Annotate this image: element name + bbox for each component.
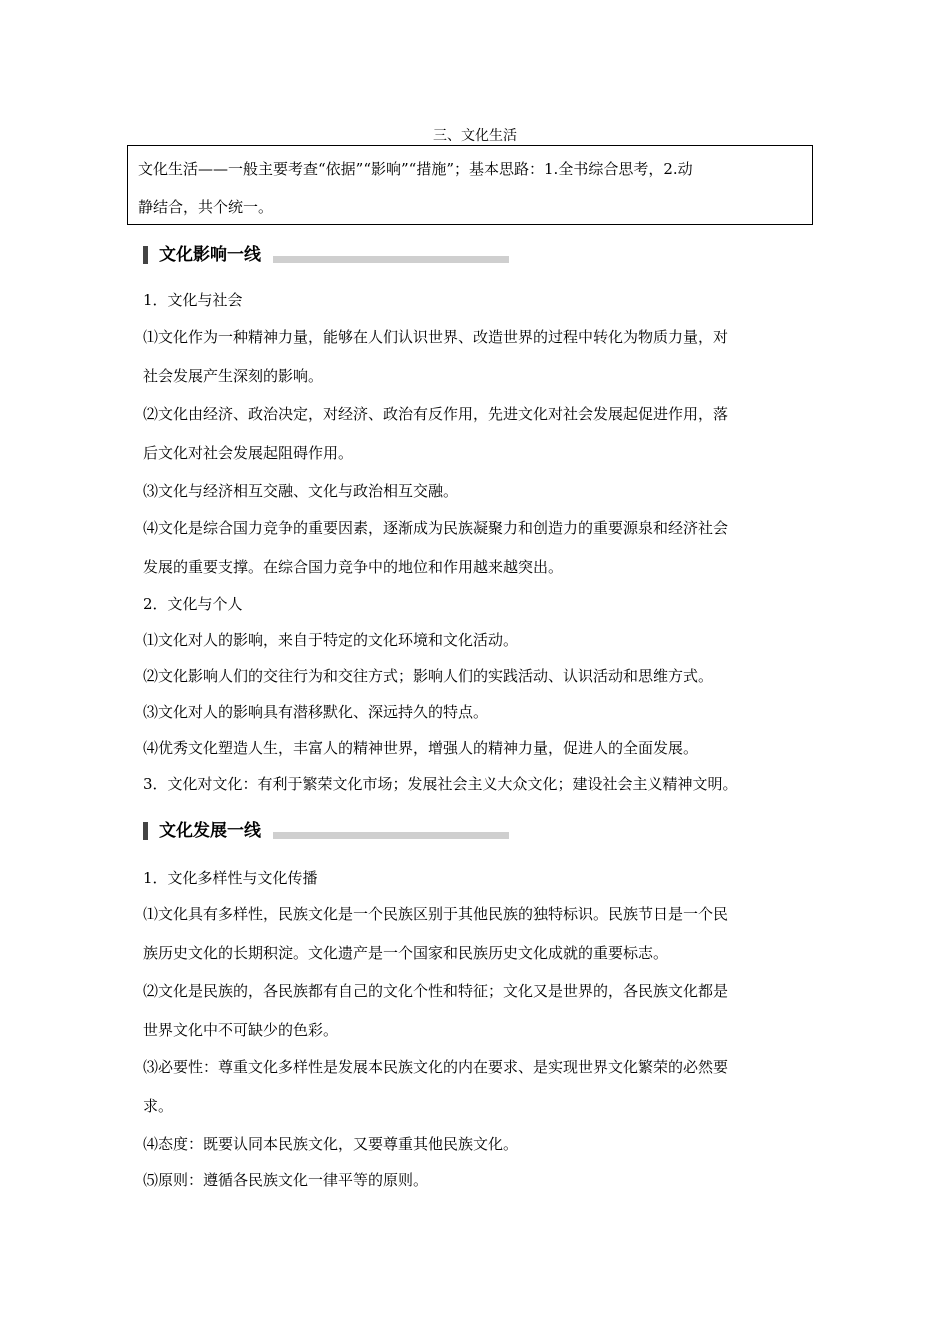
paragraph: ⑷态度：既要认同本民族文化，又要尊重其他民族文化。 [143, 1135, 519, 1153]
paragraph: ⑵文化由经济、政治决定，对经济、政治有反作用，先进文化对社会发展起促进作用，落 [143, 405, 729, 423]
paragraph: 2．文化与个人 [143, 595, 243, 613]
paragraph: 族历史文化的长期积淀。文化遗产是一个国家和民族历史文化成就的重要标志。 [143, 944, 669, 962]
paragraph: ⑶必要性：尊重文化多样性是发展本民族文化的内在要求、是实现世界文化繁荣的必然要 [143, 1058, 729, 1076]
section-heading-text: 文化发展一线 [159, 821, 261, 841]
paragraph: 3．文化对文化：有利于繁荣文化市场；发展社会主义大众文化；建设社会主义精神文明。 [143, 775, 738, 793]
heading-bar-marker [143, 822, 148, 840]
paragraph: ⑸原则：遵循各民族文化一律平等的原则。 [143, 1171, 429, 1189]
section-heading-development [143, 820, 509, 842]
paragraph: ⑵文化是民族的，各民族都有自己的文化个性和特征；文化又是世界的，各民族文化都是 [143, 982, 729, 1000]
paragraph: ⑴文化作为一种精神力量，能够在人们认识世界、改造世界的过程中转化为物质力量，对 [143, 328, 729, 346]
heading-decorative-rule [273, 256, 509, 263]
paragraph: ⑶文化与经济相互交融、文化与政治相互交融。 [143, 482, 459, 500]
paragraph: 社会发展产生深刻的影响。 [143, 367, 324, 385]
page-title: 三、文化生活 [433, 128, 517, 144]
section-heading-text: 文化影响一线 [159, 245, 261, 265]
paragraph: 1．文化多样性与文化传播 [143, 869, 318, 887]
paragraph: ⑴文化具有多样性，民族文化是一个民族区别于其他民族的独特标识。民族节日是一个民 [143, 905, 729, 923]
paragraph: ⑴文化对人的影响，来自于特定的文化环境和文化活动。 [143, 631, 519, 649]
paragraph: 求。 [143, 1097, 174, 1115]
intro-line: 静结合，共个统一。 [138, 198, 274, 216]
paragraph: 世界文化中不可缺少的色彩。 [143, 1021, 339, 1039]
paragraph: ⑵文化影响人们的交往行为和交往方式；影响人们的实践活动、认识活动和思维方式。 [143, 667, 714, 685]
paragraph: ⑶文化对人的影响具有潜移默化、深远持久的特点。 [143, 703, 489, 721]
paragraph: 后文化对社会发展起阻碍作用。 [143, 444, 354, 462]
paragraph: ⑷文化是综合国力竞争的重要因素，逐渐成为民族凝聚力和创造力的重要源泉和经济社会 [143, 519, 729, 537]
heading-decorative-rule [273, 832, 509, 839]
intro-line: 文化生活——一般主要考查“依据”“影响”“措施”；基本思路：1.全书综合思考，2.动 [138, 160, 693, 178]
section-heading-influence [143, 244, 509, 266]
heading-bar-marker [143, 246, 148, 264]
paragraph: ⑷优秀文化塑造人生，丰富人的精神世界，增强人的精神力量，促进人的全面发展。 [143, 739, 699, 757]
intro-box [127, 145, 813, 225]
paragraph: 1．文化与社会 [143, 291, 243, 309]
paragraph: 发展的重要支撑。在综合国力竞争中的地位和作用越来越突出。 [143, 558, 564, 576]
